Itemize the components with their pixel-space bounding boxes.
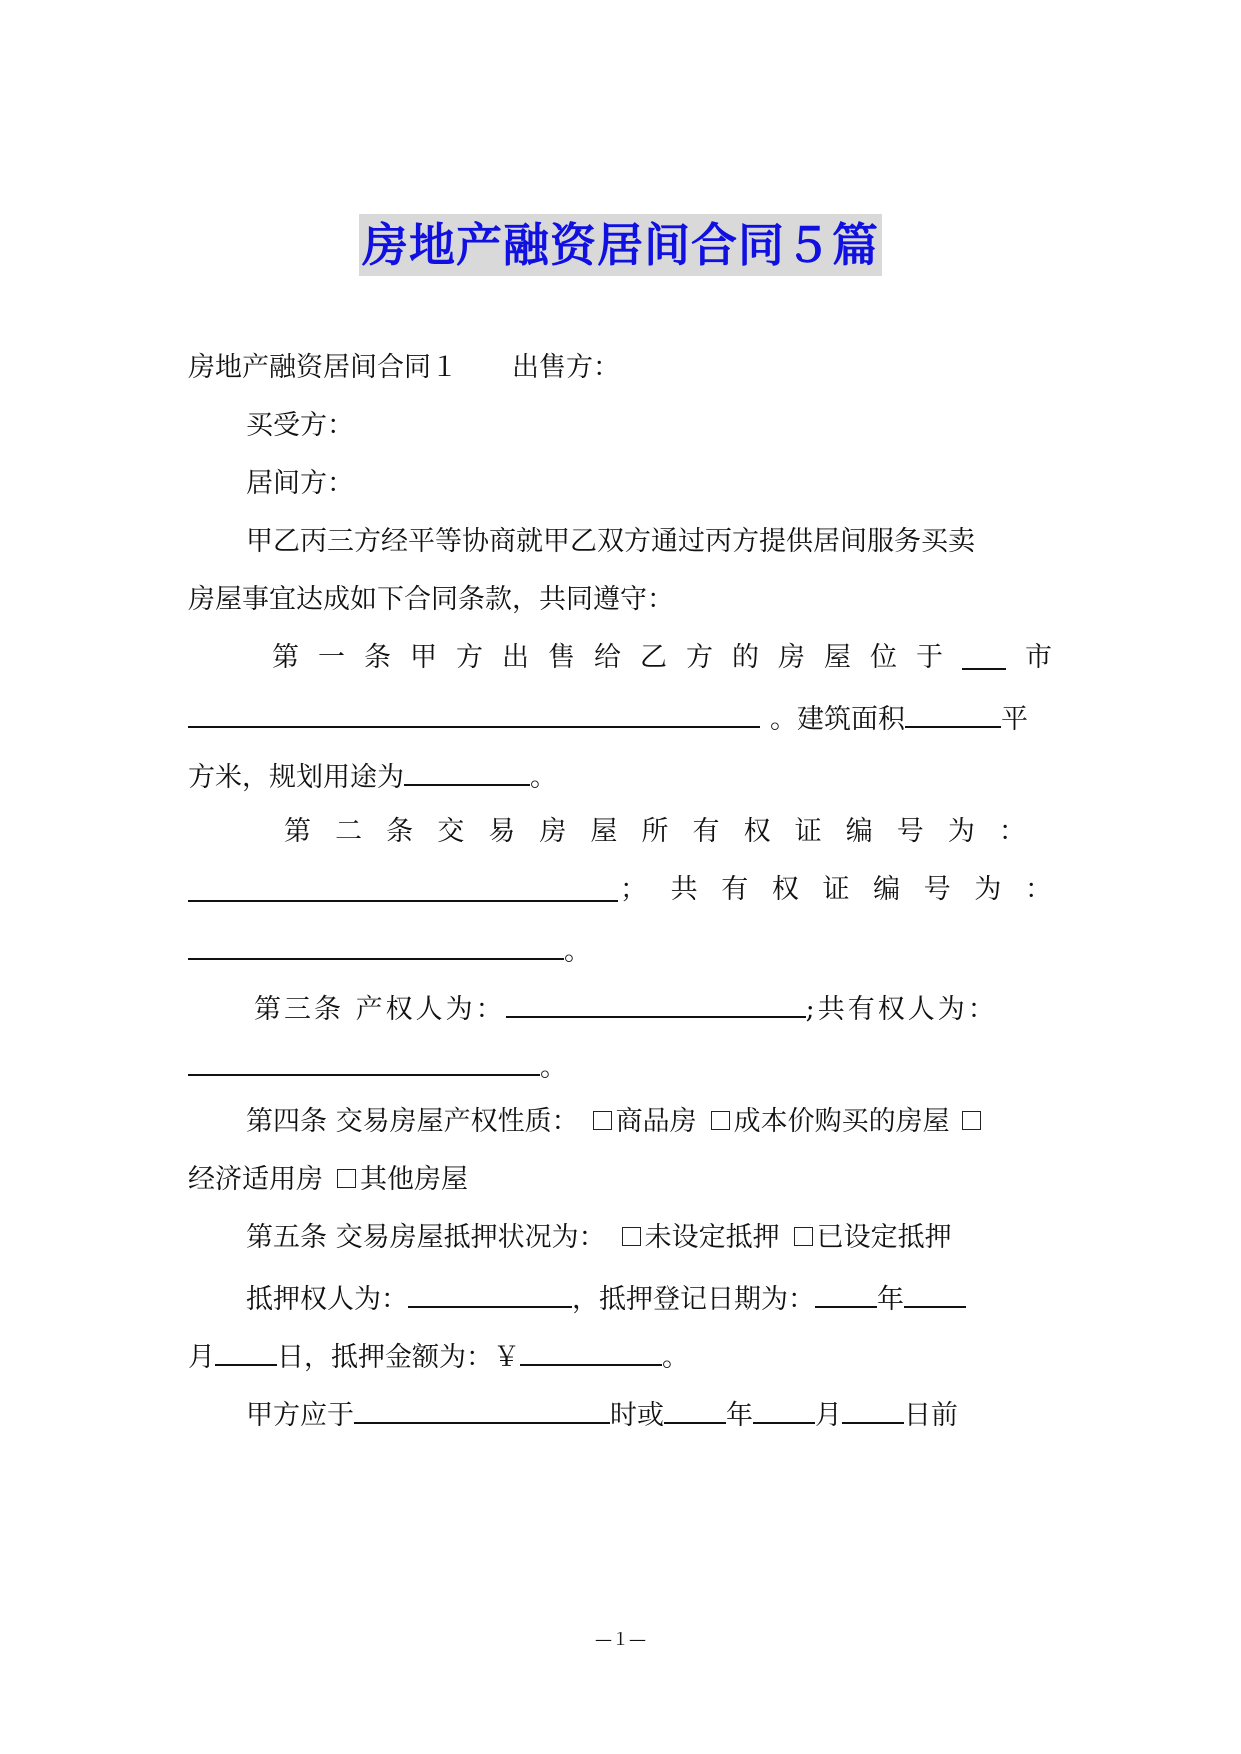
co-owner-label: ;共有权人为： xyxy=(805,994,998,1025)
option-affordable: 经济适用房 xyxy=(188,1164,323,1195)
period: 。 xyxy=(540,1052,567,1083)
mortgage-month-blank[interactable] xyxy=(904,1278,966,1308)
art2-char: 权 xyxy=(743,816,771,847)
mortgage-year-blank[interactable] xyxy=(815,1278,877,1308)
seller-label: 出售方： xyxy=(512,352,620,383)
article-1-line-3 xyxy=(188,756,1052,796)
art2-char: 有 xyxy=(692,816,720,847)
broker-label: 居间方： xyxy=(246,468,354,499)
art1-char: 一 xyxy=(318,642,345,673)
checkbox-affordable[interactable] xyxy=(962,1111,981,1130)
time-or-label: 时或 xyxy=(610,1400,664,1431)
checkbox-cost-price[interactable] xyxy=(711,1111,730,1130)
art1-char: 方 xyxy=(686,642,713,673)
owner-label: 第三条 产权人为： xyxy=(254,994,506,1025)
mortgage-line-1 xyxy=(246,1278,1052,1318)
art1-char: 的 xyxy=(732,642,759,673)
art2-char: 证 xyxy=(794,816,822,847)
art2-char: 易 xyxy=(488,816,516,847)
option-commercial: 商品房 xyxy=(615,1106,697,1137)
period: 。 xyxy=(564,936,591,967)
article-1-line-1 xyxy=(272,640,1052,676)
article-3-line-1 xyxy=(254,988,1052,1028)
location-blank[interactable] xyxy=(188,698,760,728)
art2-char: 第 xyxy=(284,816,311,847)
art1-char: 甲 xyxy=(410,642,437,673)
checkbox-no-mortgage[interactable] xyxy=(622,1227,641,1246)
line-parties-seller xyxy=(188,350,1052,386)
art2b-char: 号 xyxy=(923,874,951,905)
art1-char: 屋 xyxy=(824,642,851,673)
cert-number-blank[interactable] xyxy=(188,872,618,902)
article-2-line-3 xyxy=(188,930,1052,970)
co-owner-blank[interactable] xyxy=(188,1046,540,1076)
mortgage-day-blank[interactable] xyxy=(215,1336,277,1366)
art1-char: 出 xyxy=(502,642,529,673)
buyer-line xyxy=(246,408,1052,444)
party-a-year-blank[interactable] xyxy=(664,1394,726,1424)
art1-char: 给 xyxy=(594,642,621,673)
mortgage-line-2 xyxy=(188,1336,1052,1376)
art1-char: 房 xyxy=(778,642,805,673)
contract-heading: 房地产融资居间合同１ xyxy=(188,352,458,383)
art2b-char: ； xyxy=(620,874,647,905)
party-a-month-blank[interactable] xyxy=(753,1394,815,1424)
option-other: 其他房屋 xyxy=(360,1164,468,1195)
art1-char: 第 xyxy=(272,642,299,673)
article-1-line-2 xyxy=(188,698,1052,738)
art2b-char: 证 xyxy=(822,874,850,905)
article-3-line-2 xyxy=(188,1046,1052,1086)
option-cost-price: 成本价购买的房屋 xyxy=(733,1106,950,1137)
broker-line xyxy=(246,466,1052,502)
co-cert-label xyxy=(618,872,1052,908)
art1-char: 条 xyxy=(364,642,391,673)
use-label: 方米，规划用途为 xyxy=(188,762,404,793)
art2-char: 号 xyxy=(896,816,924,847)
art2b-char: 有 xyxy=(721,874,749,905)
art1-char: 位 xyxy=(870,642,897,673)
period: 。 xyxy=(662,1342,689,1373)
nature-label: 第四条 交易房屋产权性质： xyxy=(246,1106,579,1137)
period: 。 xyxy=(530,762,557,793)
intro-line-1 xyxy=(246,524,1052,560)
art2-char: 所 xyxy=(641,816,669,847)
intro-line-2 xyxy=(188,582,1052,618)
party-a-label: 甲方应于 xyxy=(246,1400,354,1431)
party-a-line xyxy=(246,1394,1052,1434)
art2b-char: 为 xyxy=(974,874,1002,905)
page-number: —１— xyxy=(595,1630,646,1650)
article-5-line-1 xyxy=(246,1220,1052,1256)
art1-char: 方 xyxy=(456,642,483,673)
city-blank[interactable] xyxy=(962,640,1006,670)
art1-char: 售 xyxy=(548,642,575,673)
month-label: 月 xyxy=(815,1400,842,1431)
art2-char: 为 xyxy=(947,816,975,847)
buyer-label: 买受方： xyxy=(246,410,354,441)
checkbox-mortgaged[interactable] xyxy=(794,1227,813,1246)
title-wrap xyxy=(0,214,1241,276)
article-2-line-1 xyxy=(284,814,1026,850)
article-2-line-2 xyxy=(188,872,1052,908)
mortgagee-blank[interactable] xyxy=(408,1278,572,1308)
article-4-line-2 xyxy=(188,1162,1052,1198)
document-title: 房地产融资居间合同５篇 xyxy=(359,214,882,276)
co-cert-number-blank[interactable] xyxy=(188,930,564,960)
art2-char: 条 xyxy=(386,816,414,847)
art2b-char: 权 xyxy=(771,874,799,905)
party-a-time-blank[interactable] xyxy=(354,1394,610,1424)
art2-char: ： xyxy=(998,816,1026,847)
checkbox-other[interactable] xyxy=(337,1169,356,1188)
art2b-char: 编 xyxy=(873,874,901,905)
use-blank[interactable] xyxy=(404,756,530,786)
area-blank[interactable] xyxy=(905,698,1001,728)
party-a-day-blank[interactable] xyxy=(842,1394,904,1424)
art1-char: 乙 xyxy=(640,642,667,673)
owner-blank[interactable] xyxy=(506,988,806,1018)
amount-label: 日，抵押金额为：￥ xyxy=(277,1342,520,1373)
checkbox-commercial[interactable] xyxy=(593,1111,612,1130)
art2-char: 交 xyxy=(437,816,465,847)
option-no-mortgage: 未设定抵押 xyxy=(644,1222,780,1253)
art2b-char: 共 xyxy=(670,874,698,905)
art1-char: 于 xyxy=(916,642,943,673)
art2-char: 二 xyxy=(335,816,363,847)
day-before-label: 日前 xyxy=(904,1400,958,1431)
mortgagee-label: 抵押权人为： xyxy=(246,1284,408,1315)
city-label: 市 xyxy=(1025,642,1052,673)
year-label: 年 xyxy=(877,1284,904,1315)
sqm-label: 平 xyxy=(1001,704,1028,735)
art2-char: 编 xyxy=(845,816,873,847)
mortgage-status-label: 第五条 交易房屋抵押状况为： xyxy=(246,1222,606,1253)
intro-text-2: 房屋事宜达成如下合同条款，共同遵守： xyxy=(188,584,674,615)
intro-text-1: 甲乙丙三方经平等协商就甲乙双方通过丙方提供居间服务买卖 xyxy=(246,526,975,557)
art2b-char: ： xyxy=(1025,874,1052,905)
art2-char: 屋 xyxy=(590,816,618,847)
year-label: 年 xyxy=(726,1400,753,1431)
month-label: 月 xyxy=(188,1342,215,1373)
option-mortgaged: 已设定抵押 xyxy=(816,1222,952,1253)
amount-blank[interactable] xyxy=(520,1336,662,1366)
mortgage-date-label: ，抵押登记日期为： xyxy=(572,1284,815,1315)
article-4-line-1 xyxy=(246,1104,1052,1140)
art2-char: 房 xyxy=(539,816,567,847)
area-label: 。建筑面积 xyxy=(770,704,905,735)
